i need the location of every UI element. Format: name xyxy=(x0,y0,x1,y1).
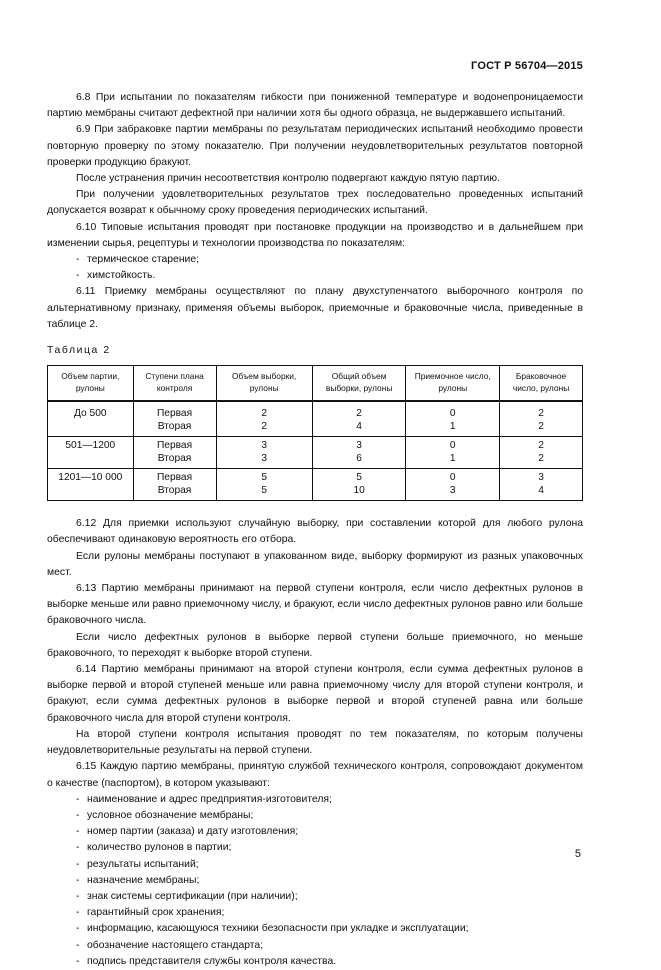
table-cell: 3 6 xyxy=(312,437,406,469)
list-item: - информацию, касающуюся техники безопасности при укладке и эксплуатации; xyxy=(76,923,469,935)
paragraph-6-9: 6.9 При забраковке партии мембраны по результатам периодических испытаний необходимо провести повторную проверку по этому показателю. При получении неудовлетворительных результатов повторной проверки продукцию бракуют. xyxy=(47,124,583,168)
paragraph-6-12-packaging: Если рулоны мембраны поступают в упакованном виде, выборку формируют из разных упаковочных мест. xyxy=(47,550,583,578)
paragraph-6-10: 6.10 Типовые испытания проводят при постановке продукции на производство и в дальнейшем при изменении сырья, рецептуры и технологии производства по показателям: xyxy=(47,221,583,249)
table-cell: 2 2 xyxy=(500,437,583,469)
table-cell: До 500 xyxy=(48,401,134,437)
column-header: Общий объем выборки, рулоны xyxy=(312,366,406,402)
list-item: - знак системы сертификации (при наличии); xyxy=(76,890,298,902)
table-cell: 0 1 xyxy=(406,401,500,437)
paragraph-6-15: 6.15 Каждую партию мембраны, принятую службой технического контроля, сопровождают документом о качестве (паспортом), в котором указывают: xyxy=(47,761,583,789)
table-header-row xyxy=(48,366,583,402)
table-caption: Таблица 2 xyxy=(47,345,111,357)
acceptance-table xyxy=(47,365,583,501)
page-number: 5 xyxy=(574,848,581,860)
list-item: - назначение мембраны; xyxy=(76,874,200,886)
table-cell: 1201—10 000 xyxy=(48,469,134,501)
paragraph-6-11: 6.11 Приемку мембраны осуществляют по плану двухступенчатого выборочного контроля по альтернативному признаку, применяя объемы выборок, приемочные и браковочные числа, приведенные в таблице 2. xyxy=(47,286,583,330)
list-item: - подпись представителя службы контроля качества. xyxy=(76,955,337,967)
table-row xyxy=(48,469,583,501)
table-cell: Первая Вторая xyxy=(133,469,216,501)
column-header: Браковочное число, рулоны xyxy=(500,366,583,402)
column-header: Объем выборки, рулоны xyxy=(216,366,312,402)
table-row xyxy=(48,401,583,437)
table-cell: 2 4 xyxy=(312,401,406,437)
list-item: - количество рулонов в партии; xyxy=(76,842,232,854)
list-item: - условное обозначение мембраны; xyxy=(76,809,254,821)
table-cell: Первая Вторая xyxy=(133,401,216,437)
table-cell: 3 4 xyxy=(500,469,583,501)
paragraph-6-9-return: При получении удовлетворительных результатов трех последовательно проведенных испытаний допускается возврат к обычному сроку проведения периодических испытаний. xyxy=(47,189,583,217)
table-cell: Первая Вторая xyxy=(133,437,216,469)
list-item: - результаты испытаний; xyxy=(76,858,199,870)
paragraph-6-14-tests: На второй ступени контроля испытания проводят по тем показателям, по которым получены неудовлетворительные результаты на первой ступени. xyxy=(47,728,583,757)
paragraph-6-13: 6.13 Партию мембраны принимают на первой ступени контроля, если число дефектных рулонов в выборке меньше или равно приемочному числу, и бракуют, если число дефектных рулонов равно или больше браковочного числа. xyxy=(47,583,583,627)
list-item: - номер партии (заказа) и дату изготовления; xyxy=(76,826,299,838)
list-item: - гарантийный срок хранения; xyxy=(76,907,225,919)
list-item: - обозначение настоящего стандарта; xyxy=(76,939,264,951)
paragraph-6-8: 6.8 При испытании по показателям гибкости при пониженной температуре и водонепроницаемости партию мембраны считают дефектной при наличии хотя бы одного образца, не выдержавшего испытаний. xyxy=(47,92,583,120)
table-cell: 5 5 xyxy=(216,469,312,501)
table-row xyxy=(48,437,583,469)
column-header: Приемочное число, рулоны xyxy=(406,366,500,402)
list-item: - наименование и адрес предприятия-изготовителя; xyxy=(76,793,332,805)
table-cell: 2 2 xyxy=(500,401,583,437)
standard-header: ГОСТ Р 56704—2015 xyxy=(471,60,583,72)
table-cell: 501—1200 xyxy=(48,437,134,469)
table-cell: 3 3 xyxy=(216,437,312,469)
column-header: Ступени плана контроля xyxy=(133,366,216,402)
table-cell: 0 1 xyxy=(406,437,500,469)
column-header: Объем партии, рулоны xyxy=(48,366,134,402)
paragraph-6-9-continuation: После устранения причин несоответствия контролю подвергают каждую пятую партию. xyxy=(76,173,500,185)
document-body xyxy=(47,90,583,970)
paragraph-6-13-second-stage: Если число дефектных рулонов в выборке первой ступени больше приемочного, но меньше браковочного, то переходят к выборке второй ступени. xyxy=(47,631,583,659)
paragraph-6-14: 6.14 Партию мембраны принимают на второй ступени контроля, если сумма дефектных рулонов в выборке первой и второй ступеней меньше или равна приемочному числу для второй ступени контроля, и бракуют, если сумма дефектных рулонов в выборке первой и второй ступеней равна или больше браковочного числа для второй ступени контроля. xyxy=(47,664,583,724)
table-cell: 0 3 xyxy=(406,469,500,501)
table-cell: 5 10 xyxy=(312,469,406,501)
list-item: - термическое старение; xyxy=(76,254,200,266)
table-cell: 2 2 xyxy=(216,401,312,437)
list-item: - химстойкость. xyxy=(76,270,156,282)
paragraph-6-12: 6.12 Для приемки используют случайную выборку, при составлении которой для любого рулона обеспечивают одинаковую вероятность его отбора. xyxy=(47,518,583,546)
